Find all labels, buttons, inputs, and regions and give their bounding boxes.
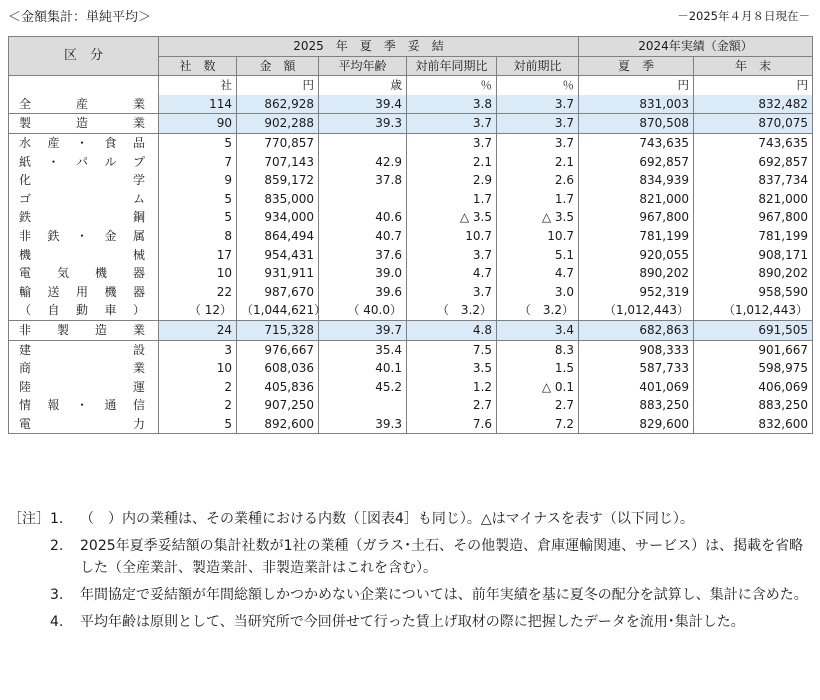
note-text: （ ）内の業種は、その業種における内数（［図表4］も同じ）。△はマイナスを表す（以下同じ）。 bbox=[80, 511, 694, 527]
unit-cell: ％ bbox=[497, 76, 579, 95]
row-label-text: 紙・パルプ bbox=[19, 154, 145, 169]
note-item bbox=[8, 535, 816, 579]
units-row bbox=[9, 76, 813, 95]
value-cell: 2.9 bbox=[407, 171, 497, 190]
value-cell: 17 bbox=[159, 246, 237, 265]
value-cell bbox=[319, 396, 407, 415]
value-cell: 832,482 bbox=[694, 95, 813, 114]
value-cell: 39.7 bbox=[319, 320, 407, 340]
value-cell: 890,202 bbox=[694, 264, 813, 283]
value-cell: △ 3.5 bbox=[497, 208, 579, 227]
value-cell: 3.7 bbox=[407, 246, 497, 265]
value-cell: 5 bbox=[159, 208, 237, 227]
note-index: 2. bbox=[50, 538, 64, 554]
value-cell: 39.0 bbox=[319, 264, 407, 283]
value-cell: 931,911 bbox=[237, 264, 319, 283]
value-cell: 829,600 bbox=[579, 415, 694, 434]
value-cell: 2.6 bbox=[497, 171, 579, 190]
value-cell: 24 bbox=[159, 320, 237, 340]
unit-cell: 円 bbox=[579, 76, 694, 95]
value-cell: 707,143 bbox=[237, 153, 319, 172]
value-cell: 406,069 bbox=[694, 378, 813, 397]
value-cell: 781,199 bbox=[694, 227, 813, 246]
note-text: 年間協定で妥結額が年間総額しかつかめない企業については、前年実績を基に夏冬の配分を試算し、集計に含めた。 bbox=[80, 587, 808, 603]
header-category: 区 分 bbox=[9, 37, 159, 76]
unit-cell: 円 bbox=[237, 76, 319, 95]
value-cell: 10 bbox=[159, 264, 237, 283]
value-cell: 976,667 bbox=[237, 340, 319, 359]
value-cell: 837,734 bbox=[694, 171, 813, 190]
value-cell: 10.7 bbox=[407, 227, 497, 246]
table-row bbox=[9, 283, 813, 302]
row-label bbox=[9, 396, 159, 415]
row-label-text: 電力 bbox=[19, 416, 145, 431]
value-cell: 7.6 bbox=[407, 415, 497, 434]
value-cell: 781,199 bbox=[579, 227, 694, 246]
header-col: 対前期比 bbox=[497, 56, 579, 76]
value-cell: 1.5 bbox=[497, 359, 579, 378]
row-label-text: 非製造業 bbox=[19, 322, 145, 337]
value-cell: 743,635 bbox=[694, 133, 813, 152]
value-cell: 862,928 bbox=[237, 95, 319, 114]
value-cell: （ 3.2） bbox=[407, 301, 497, 320]
row-label bbox=[9, 378, 159, 397]
table-row bbox=[9, 415, 813, 434]
header-col: 年 末 bbox=[694, 56, 813, 76]
value-cell: 40.6 bbox=[319, 208, 407, 227]
value-cell: 8 bbox=[159, 227, 237, 246]
value-cell: 8.3 bbox=[497, 340, 579, 359]
row-label bbox=[9, 153, 159, 172]
value-cell: 908,333 bbox=[579, 340, 694, 359]
value-cell: 4.8 bbox=[407, 320, 497, 340]
row-label-text: 機械 bbox=[19, 247, 145, 262]
row-label bbox=[9, 208, 159, 227]
table-body bbox=[9, 76, 813, 434]
value-cell: 5 bbox=[159, 133, 237, 152]
value-cell: 3.0 bbox=[497, 283, 579, 302]
value-cell: 2.7 bbox=[407, 396, 497, 415]
value-cell bbox=[319, 190, 407, 209]
table-row bbox=[9, 246, 813, 265]
row-label-text: 商業 bbox=[19, 361, 145, 376]
table-row bbox=[9, 227, 813, 246]
table-row bbox=[9, 208, 813, 227]
value-cell: 114 bbox=[159, 95, 237, 114]
value-cell: 3.7 bbox=[497, 133, 579, 152]
unit-cell: 歳 bbox=[319, 76, 407, 95]
value-cell: 832,600 bbox=[694, 415, 813, 434]
value-cell: 682,863 bbox=[579, 320, 694, 340]
row-label bbox=[9, 95, 159, 114]
value-cell: 715,328 bbox=[237, 320, 319, 340]
row-label-text: 建設 bbox=[19, 342, 145, 357]
value-cell: （ 40.0） bbox=[319, 301, 407, 320]
value-cell: 9 bbox=[159, 171, 237, 190]
value-cell: 831,003 bbox=[579, 95, 694, 114]
note-text: 平均年齢は原則として、当研究所で今回併せて行った賃上げ取材の際に把握したデータを流用･集計した。 bbox=[80, 614, 745, 630]
table-row bbox=[9, 320, 813, 340]
value-cell: 743,635 bbox=[579, 133, 694, 152]
value-cell: 3.5 bbox=[407, 359, 497, 378]
row-label-text: 全産業 bbox=[19, 96, 145, 111]
value-cell: 598,975 bbox=[694, 359, 813, 378]
value-cell: 864,494 bbox=[237, 227, 319, 246]
value-cell: 22 bbox=[159, 283, 237, 302]
value-cell: 870,075 bbox=[694, 114, 813, 134]
value-cell: 770,857 bbox=[237, 133, 319, 152]
note-item bbox=[8, 584, 816, 606]
value-cell: 821,000 bbox=[694, 190, 813, 209]
note-item bbox=[8, 611, 816, 633]
value-cell: 902,288 bbox=[237, 114, 319, 134]
value-cell: 835,000 bbox=[237, 190, 319, 209]
value-cell: 3.7 bbox=[497, 95, 579, 114]
row-label bbox=[9, 359, 159, 378]
summary-table bbox=[8, 36, 813, 434]
value-cell: 987,670 bbox=[237, 283, 319, 302]
row-label-text: 陸運 bbox=[19, 379, 145, 394]
value-cell: 3.7 bbox=[407, 133, 497, 152]
value-cell: 907,250 bbox=[237, 396, 319, 415]
row-label bbox=[9, 190, 159, 209]
value-cell: （1,044,621） bbox=[237, 301, 319, 320]
row-label-text: 製造業 bbox=[19, 116, 145, 131]
value-cell: 401,069 bbox=[579, 378, 694, 397]
units-label-cell bbox=[9, 76, 159, 95]
value-cell: 1.7 bbox=[497, 190, 579, 209]
header-group-2025: 2025 年 夏 季 妥 結 bbox=[159, 37, 579, 57]
value-cell: 2.1 bbox=[497, 153, 579, 172]
value-cell: 10.7 bbox=[497, 227, 579, 246]
value-cell: 1.7 bbox=[407, 190, 497, 209]
table-row bbox=[9, 264, 813, 283]
value-cell: 3.7 bbox=[407, 114, 497, 134]
value-cell: 40.1 bbox=[319, 359, 407, 378]
table-row bbox=[9, 171, 813, 190]
table-row bbox=[9, 95, 813, 114]
value-cell: 920,055 bbox=[579, 246, 694, 265]
value-cell: 901,667 bbox=[694, 340, 813, 359]
value-cell: 90 bbox=[159, 114, 237, 134]
value-cell: 958,590 bbox=[694, 283, 813, 302]
row-label bbox=[9, 133, 159, 152]
value-cell: 883,250 bbox=[694, 396, 813, 415]
row-label-text: 情報・通信 bbox=[19, 398, 145, 413]
row-label bbox=[9, 415, 159, 434]
header-col: 金 額 bbox=[237, 56, 319, 76]
value-cell: 5 bbox=[159, 190, 237, 209]
value-cell: △ 0.1 bbox=[497, 378, 579, 397]
table-row bbox=[9, 133, 813, 152]
table-caption: ＜金額集計：単純平均＞ bbox=[8, 10, 152, 25]
value-cell: 952,319 bbox=[579, 283, 694, 302]
table-row bbox=[9, 190, 813, 209]
value-cell: 954,431 bbox=[237, 246, 319, 265]
value-cell: 10 bbox=[159, 359, 237, 378]
value-cell: 45.2 bbox=[319, 378, 407, 397]
value-cell: 42.9 bbox=[319, 153, 407, 172]
row-label bbox=[9, 227, 159, 246]
table-row bbox=[9, 359, 813, 378]
value-cell: 37.6 bbox=[319, 246, 407, 265]
value-cell: 908,171 bbox=[694, 246, 813, 265]
row-label bbox=[9, 264, 159, 283]
value-cell: 3.4 bbox=[497, 320, 579, 340]
value-cell: 859,172 bbox=[237, 171, 319, 190]
value-cell: （1,012,443） bbox=[579, 301, 694, 320]
value-cell: 39.4 bbox=[319, 95, 407, 114]
row-label-text: ゴム bbox=[19, 191, 145, 206]
value-cell: 7.5 bbox=[407, 340, 497, 359]
notes bbox=[8, 508, 816, 638]
value-cell: 40.7 bbox=[319, 227, 407, 246]
value-cell: 2.1 bbox=[407, 153, 497, 172]
value-cell: 2.7 bbox=[497, 396, 579, 415]
header-col: 対前年同期比 bbox=[407, 56, 497, 76]
row-label-text: 水産・食品 bbox=[19, 135, 145, 150]
unit-cell: ％ bbox=[407, 76, 497, 95]
value-cell: 870,508 bbox=[579, 114, 694, 134]
value-cell: 2 bbox=[159, 378, 237, 397]
value-cell: 608,036 bbox=[237, 359, 319, 378]
value-cell: 7.2 bbox=[497, 415, 579, 434]
value-cell: 2 bbox=[159, 396, 237, 415]
value-cell: 967,800 bbox=[579, 208, 694, 227]
note-item bbox=[8, 508, 816, 530]
value-cell: 37.8 bbox=[319, 171, 407, 190]
row-label bbox=[9, 246, 159, 265]
value-cell: 1.2 bbox=[407, 378, 497, 397]
note-index: 4. bbox=[50, 614, 64, 630]
value-cell: 587,733 bbox=[579, 359, 694, 378]
row-label bbox=[9, 320, 159, 340]
table-row bbox=[9, 153, 813, 172]
value-cell: 405,836 bbox=[237, 378, 319, 397]
value-cell: 692,857 bbox=[694, 153, 813, 172]
value-cell: 934,000 bbox=[237, 208, 319, 227]
note-index: 1. bbox=[50, 511, 64, 527]
value-cell: 5.1 bbox=[497, 246, 579, 265]
value-cell: 7 bbox=[159, 153, 237, 172]
row-label-text: 非鉄・金属 bbox=[19, 228, 145, 243]
value-cell bbox=[319, 133, 407, 152]
row-label-text: 化学 bbox=[19, 173, 145, 188]
row-label-text: （自動車） bbox=[19, 303, 145, 318]
value-cell: 691,505 bbox=[694, 320, 813, 340]
row-label-text: 鉄鋼 bbox=[19, 210, 145, 225]
value-cell: 821,000 bbox=[579, 190, 694, 209]
unit-cell: 社 bbox=[159, 76, 237, 95]
value-cell: 3.8 bbox=[407, 95, 497, 114]
value-cell: 883,250 bbox=[579, 396, 694, 415]
value-cell: 39.3 bbox=[319, 415, 407, 434]
value-cell: （ 3.2） bbox=[497, 301, 579, 320]
note-text: 2025年夏季妥結額の集計社数が1社の業種（ガラス･土石、その他製造、倉庫運輸関連、サービス）は、掲載を省略した（全産業計、製造業計、非製造業計はこれを含む）。 bbox=[80, 538, 804, 576]
value-cell: （ 12） bbox=[159, 301, 237, 320]
value-cell: 3 bbox=[159, 340, 237, 359]
table-row bbox=[9, 340, 813, 359]
value-cell: 3.7 bbox=[407, 283, 497, 302]
value-cell: 892,600 bbox=[237, 415, 319, 434]
value-cell: 39.6 bbox=[319, 283, 407, 302]
value-cell: 3.7 bbox=[497, 114, 579, 134]
header-col: 平均年齢 bbox=[319, 56, 407, 76]
note-index: 3. bbox=[50, 587, 64, 603]
row-label-text: 電気機器 bbox=[19, 266, 145, 281]
table-row bbox=[9, 378, 813, 397]
notes-tag: ［注］ bbox=[8, 511, 50, 527]
table-row bbox=[9, 114, 813, 134]
value-cell: 890,202 bbox=[579, 264, 694, 283]
value-cell: 4.7 bbox=[497, 264, 579, 283]
unit-cell: 円 bbox=[694, 76, 813, 95]
header-col: 社 数 bbox=[159, 56, 237, 76]
row-label bbox=[9, 171, 159, 190]
value-cell: 834,939 bbox=[579, 171, 694, 190]
value-cell: （1,012,443） bbox=[694, 301, 813, 320]
table-row bbox=[9, 396, 813, 415]
value-cell: 967,800 bbox=[694, 208, 813, 227]
as-of-date: －2025年４月８日現在－ bbox=[677, 9, 810, 23]
value-cell: 692,857 bbox=[579, 153, 694, 172]
value-cell: 5 bbox=[159, 415, 237, 434]
value-cell: 35.4 bbox=[319, 340, 407, 359]
value-cell: 4.7 bbox=[407, 264, 497, 283]
value-cell: 39.3 bbox=[319, 114, 407, 134]
row-label bbox=[9, 283, 159, 302]
value-cell: △ 3.5 bbox=[407, 208, 497, 227]
table-row bbox=[9, 301, 813, 320]
row-label bbox=[9, 301, 159, 320]
row-label bbox=[9, 114, 159, 134]
row-label-text: 輸送用機器 bbox=[19, 284, 145, 299]
header-group-2024: 2024年実績（金額） bbox=[579, 37, 813, 57]
header-col: 夏 季 bbox=[579, 56, 694, 76]
row-label bbox=[9, 340, 159, 359]
